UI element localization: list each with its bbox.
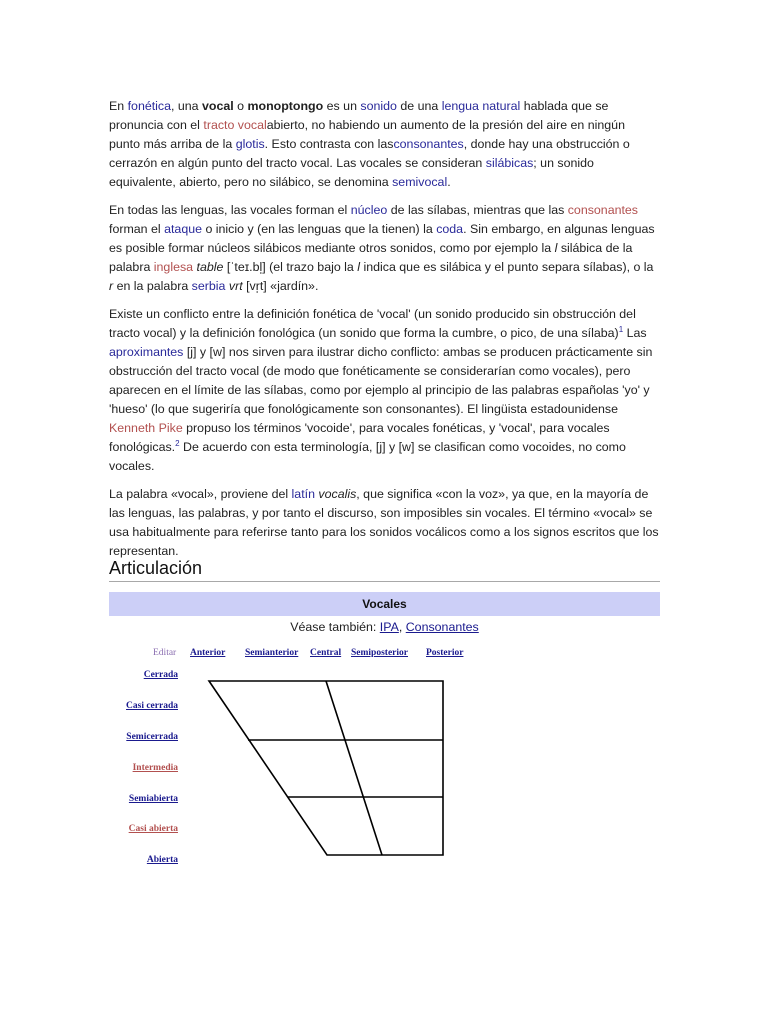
link-consonantes-table[interactable]: Consonantes [405,620,479,634]
link-fonetica[interactable]: fonética [127,99,172,113]
link-aproximantes[interactable]: aproximantes [109,345,184,359]
paragraph-etimologia: La palabra «vocal», proviene del latín vocalis, que significa «con la voz», ya que, en la mayoría de las lenguas, las palabras, y por tanto el discurso, son imposibles sin vocales. El término «vocal» se usa habitualmente para referirse tanto para los sonidos vocálicos como a los signos escritos que los representan. [109,487,659,558]
link-coda[interactable]: coda [436,222,464,236]
paragraph-intro: En fonética, una vocal o monoptongo es un sonido de una lengua natural hablada que se pronuncia con el tracto vocalabierto, no habiendo un aumento de la presión del aire en ningún punto más arriba de la glotis. Esto contrasta con lasconsonantes, donde hay una obstrucción o cerrazón en algún punto del tracto vocal. Las vocales se consideran silábicas; un sonido equivalente, abierto, pero no silábico, se denomina semivocal. [109,99,630,189]
link-consonantes-2[interactable]: consonantes [567,203,639,217]
link-lengua-natural[interactable]: lengua natural [441,99,521,113]
link-latin[interactable]: latín [291,487,315,501]
section-heading-articulacion: Articulación [109,558,660,582]
trapezoid-inner-line-vertical [326,681,382,855]
row-casi-abierta[interactable]: Casi abierta [128,824,178,834]
link-serbia[interactable]: serbia [191,279,226,293]
row-casi-cerrada[interactable]: Casi cerrada [126,701,178,711]
link-inglesa[interactable]: inglesa [153,260,194,274]
column-posterior[interactable]: Posterior [426,648,464,658]
link-silabicas[interactable]: silábicas [485,156,534,170]
footnote-2[interactable]: 2 [175,438,180,448]
column-semiposterior[interactable]: Semiposterior [351,648,408,658]
row-abierta[interactable]: Abierta [146,855,178,865]
column-anterior[interactable]: Anterior [190,648,226,658]
vowel-table-header: Vocales [109,592,660,616]
link-ipa[interactable]: IPA [379,620,399,634]
see-also: Véase también: IPA, Consonantes [290,620,479,634]
paragraph-conflicto: Existe un conflicto entre la definición fonética de 'vocal' (un sonido producido sin obstrucción del tracto vocal) y la definición fonológica (un sonido que forma la cumbre, o pico, de una sílaba)$^1$ Las aproximantes [j] y [w] nos sirven para ilustrar dicho conflicto: ambas se producen prácticamente sin obstrucción del tracto vocal (de modo que fonéticamente se considerarían como vocales), pero aparecen en el límite de las sílabas, como por ejemplo al principio de las palabras españolas 'yo' y 'hueso' (lo que sugeriría que fonológicamente son consonantes). El lingüista estadounidense Kenneth Pike propuso los términos 'vocoide', para vocales fonéticas, y 'vocal', para vocales fonológicas.$^2$ De acuerdo con esta terminología, [j] y [w] se clasifican como vocoides, no como vocales. [109,307,653,473]
row-semicerrada[interactable]: Semicerrada [126,732,178,742]
row-cerrada[interactable]: Cerrada [143,670,178,680]
paragraph-nucleo: En todas las lenguas, las vocales forman el núcleo de las sílabas, mientras que las consonantes forman el ataque o inicio y (en las lenguas que la tienen) la coda. Sin embargo, en algunas lenguas es posible formar núcleos silábicos mediante otros sonidos, como por ejemplo la l silábica de la palabra inglesa table [ˈteɪ.bl̩] (el trazo bajo la l indica que es silábica y el punto separa sílabas), o la r en la palabra serbia vrt [vr̩t] «jardín». [109,203,655,293]
edit-link[interactable]: Editar [153,648,177,658]
column-semianterior[interactable]: Semianterior [245,648,299,658]
link-glotis[interactable]: glotis [235,137,265,151]
column-central[interactable]: Central [310,648,342,658]
link-kenneth-pike[interactable]: Kenneth Pike [109,421,183,435]
footnote-1[interactable]: 1 [618,324,624,334]
link-tracto-vocal[interactable]: tracto vocal [203,118,267,132]
row-semiabierta[interactable]: Semiabierta [128,794,178,804]
trapezoid-outline [209,681,443,855]
link-sonido[interactable]: sonido [360,99,397,113]
link-semivocal[interactable]: semivocal [392,175,448,189]
row-intermedia[interactable]: Intermedia [132,763,178,773]
link-ataque[interactable]: ataque [164,222,202,236]
link-nucleo[interactable]: núcleo [350,203,388,217]
link-consonantes[interactable]: consonantes [393,137,464,151]
